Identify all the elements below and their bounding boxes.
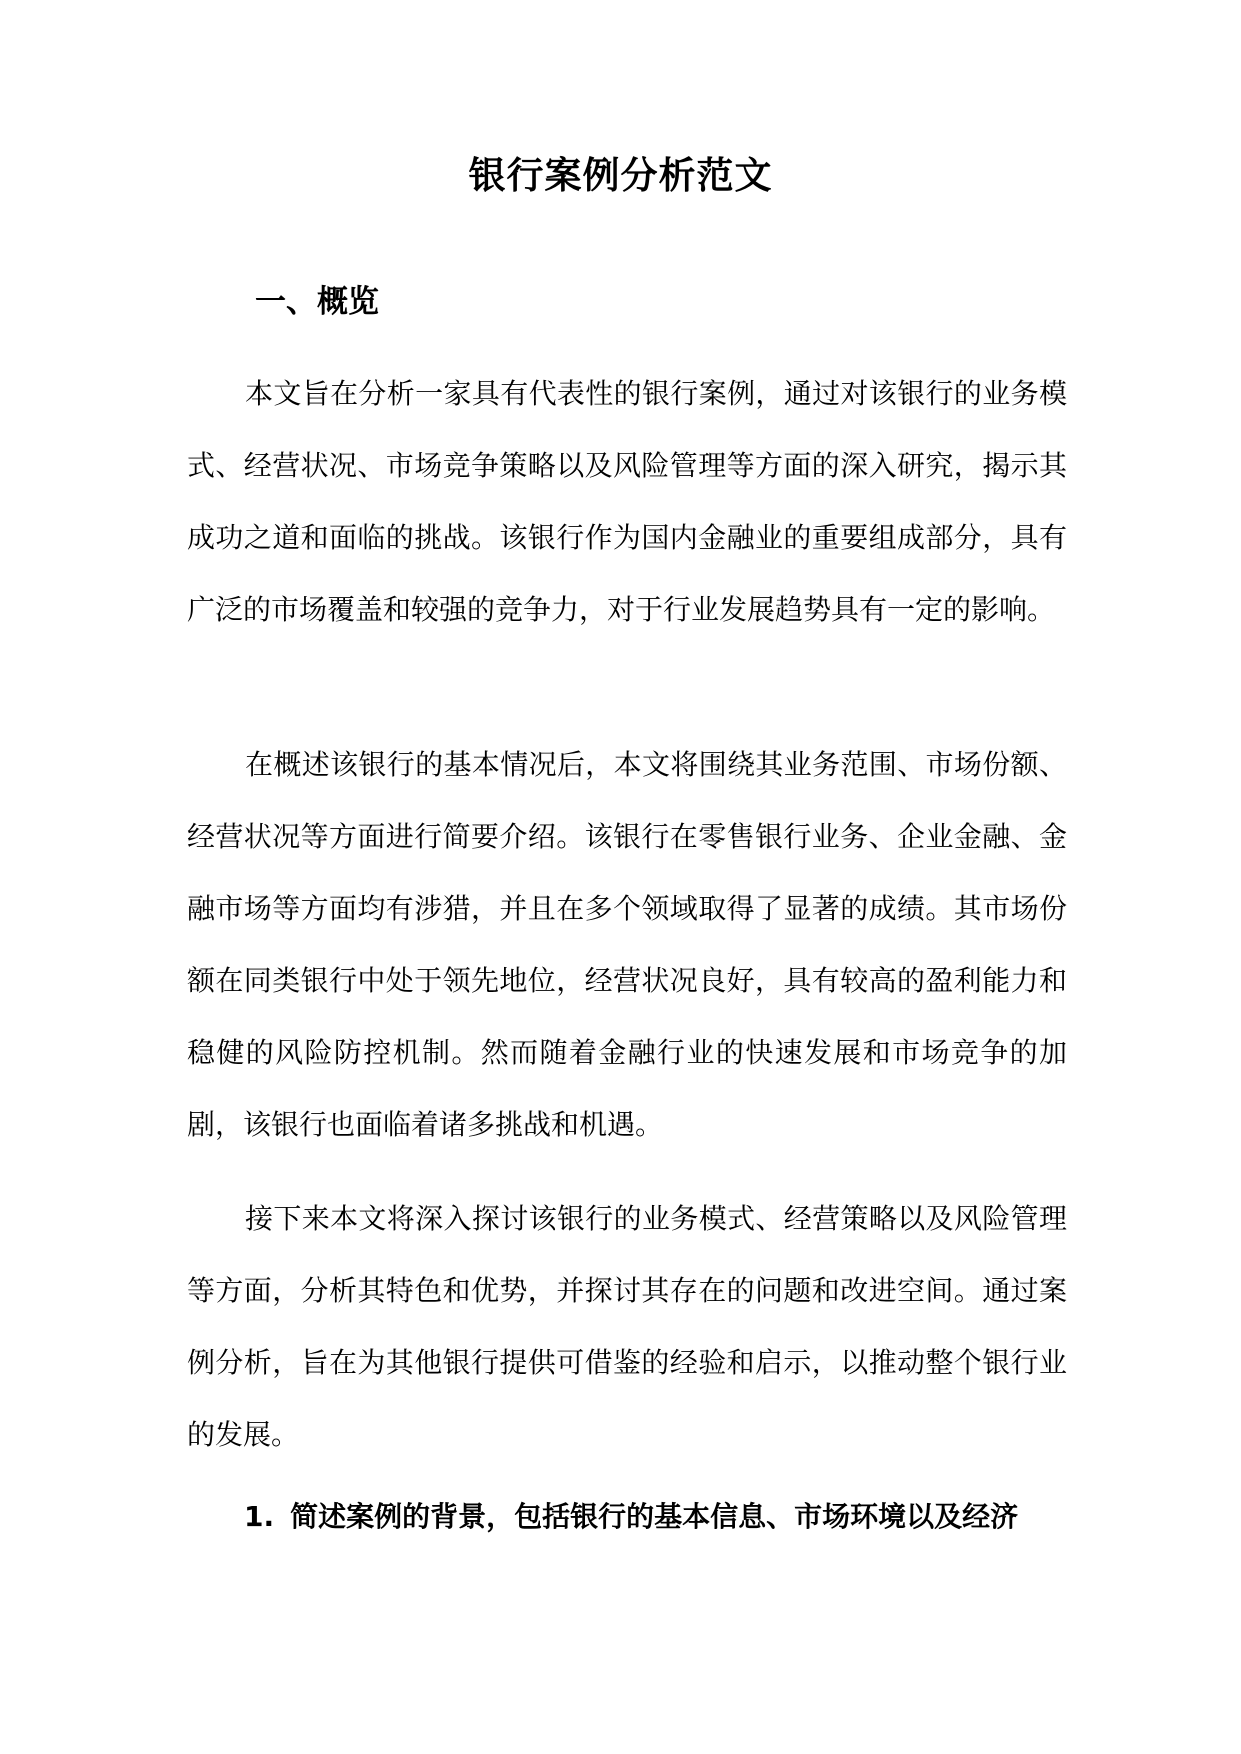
section-heading-overview: 一、概览 [255, 284, 379, 320]
numbered-heading-1 [244, 1495, 1018, 1539]
paragraph-analysis-plan: 接下来本文将深入探讨该银行的业务模式、经营策略以及风险管理等方面，分析其特色和优势，并探讨其存在的问题和改进空间。通过案例分析，旨在为其他银行提供可借鉴的经验和启示，以推动整个银行业的发展。 [187, 1202, 1067, 1451]
numbered-heading-number: 1. [244, 1500, 275, 1533]
paragraph-bank-overview: 在概述该银行的基本情况后，本文将围绕其业务范围、市场份额、经营状况等方面进行简要介绍。该银行在零售银行业务、企业金融、金融市场等方面均有涉猎，并且在多个领域取得了显著的成绩。其市场份额在同类银行中处于领先地位，经营状况良好，具有较高的盈利能力和稳健的风险防控机制。然而随着金融行业的快速发展和市场竞争的加剧，该银行也面临着诸多挑战和机遇。 [187, 748, 1067, 1141]
document-title: 银行案例分析范文 [468, 153, 773, 197]
numbered-heading-text: 简述案例的背景，包括银行的基本信息、市场环境以及经济 [290, 1500, 1019, 1533]
paragraph-intro: 本文旨在分析一家具有代表性的银行案例，通过对该银行的业务模式、经营状况、市场竞争策略以及风险管理等方面的深入研究，揭示其成功之道和面临的挑战。该银行作为国内金融业的重要组成部分，具有广泛的市场覆盖和较强的竞争力，对于行业发展趋势具有一定的影响。 [187, 377, 1067, 626]
